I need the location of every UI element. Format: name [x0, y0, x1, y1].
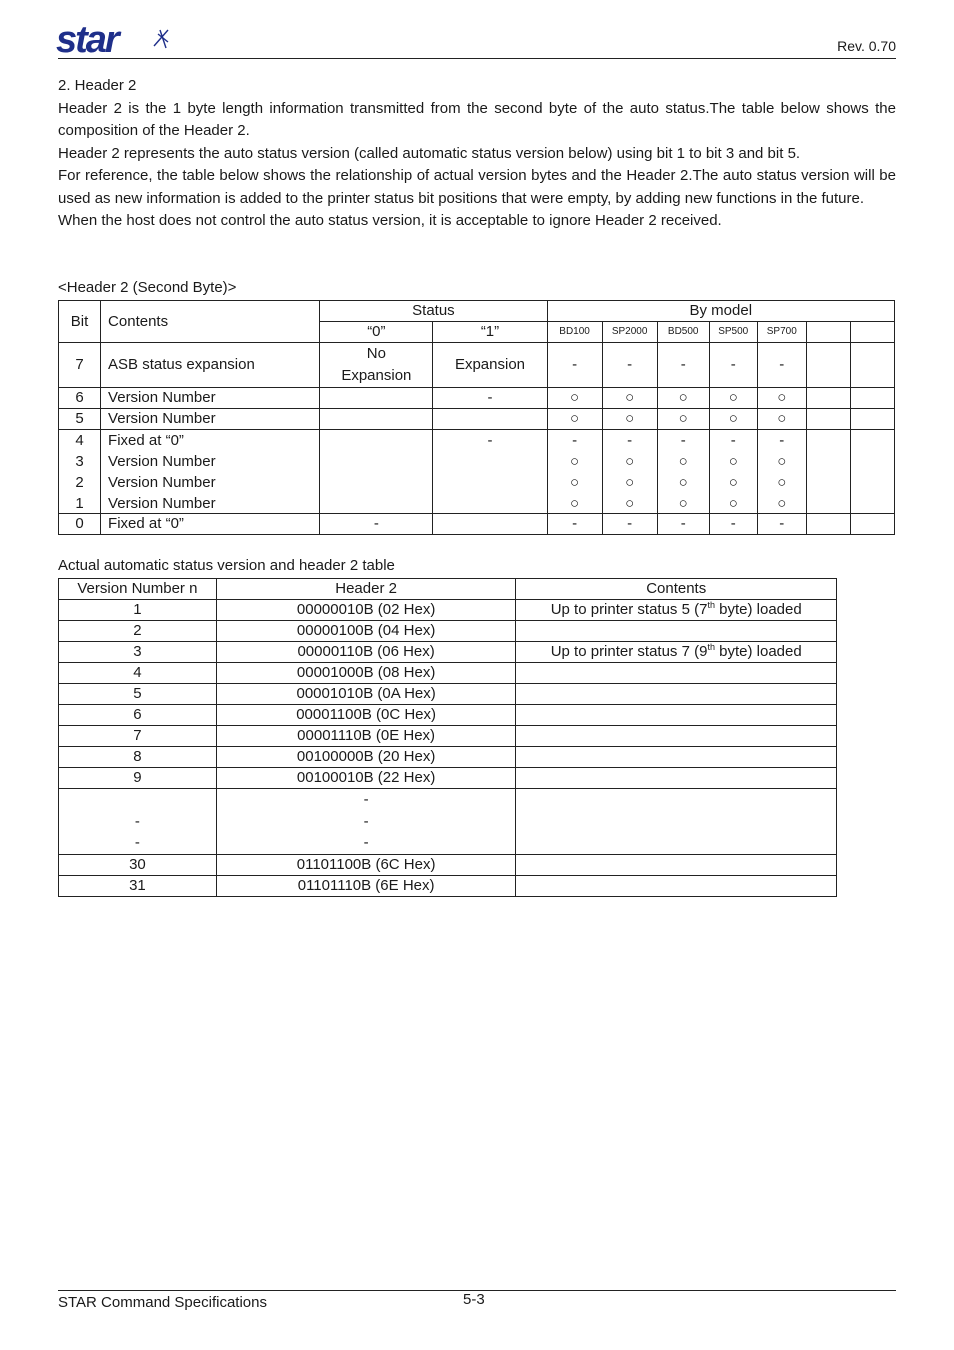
revision-label: Rev. 0.70: [837, 38, 896, 54]
table-row: [59, 684, 837, 705]
table2-caption: Actual automatic status version and header 2 table: [58, 557, 395, 574]
version-cell: 6: [59, 705, 217, 726]
model-header: SP2000: [602, 322, 657, 343]
empty-cell: [850, 388, 894, 409]
contents-text: byte) loaded: [714, 643, 802, 660]
col-header-contents: Contents: [516, 579, 837, 600]
model-mark: -: [709, 514, 757, 535]
paragraph: Header 2 represents the auto status version (called automatic status version below) using bit 1 to bit 3 and bit 5.: [58, 144, 801, 162]
model-mark: ○: [547, 409, 602, 430]
model-mark: -: [757, 343, 806, 388]
model-mark: ○: [757, 388, 806, 409]
model-mark: -: [627, 432, 633, 449]
contents-text: Up to printer status 5 (7: [550, 601, 708, 618]
bit-value: 4: [75, 432, 84, 449]
col-header-version: Version Number n: [59, 579, 217, 600]
contents-cell: [516, 684, 837, 705]
contents-value: Version Number: [108, 453, 216, 470]
version-cell: 30: [59, 854, 217, 875]
ordinal-suffix: th: [707, 642, 715, 652]
empty-cell: [806, 343, 850, 388]
empty-cell: [806, 388, 850, 409]
ordinal-suffix: th: [707, 600, 715, 610]
status1-cell: Expansion: [433, 343, 547, 388]
contents-value: Version Number: [108, 474, 216, 491]
model-mark: ○: [625, 453, 635, 470]
model-mark-stack: [757, 430, 806, 514]
status0-cell-stack: [320, 430, 433, 514]
model-mark: ○: [709, 409, 757, 430]
contents-cell-stack: [101, 430, 320, 514]
version-header2-table: [58, 578, 837, 897]
version-cell: 1: [59, 600, 217, 621]
contents-cell: [516, 875, 837, 896]
model-mark: ○: [728, 453, 738, 470]
empty-cell: [806, 409, 850, 430]
model-mark: -: [547, 343, 602, 388]
contents-cell: Version Number: [101, 388, 320, 409]
model-mark: ○: [709, 388, 757, 409]
empty-cell: [806, 514, 850, 535]
bit-cell: 6: [59, 388, 101, 409]
col-header-status-1: “1”: [433, 322, 547, 343]
header2-cell-stack: [216, 789, 516, 855]
table-row: [59, 747, 837, 768]
ellipsis-mark: [59, 789, 216, 811]
contents-cell: [516, 789, 837, 855]
model-mark: ○: [678, 474, 688, 491]
table-row: [59, 409, 895, 430]
model-mark: -: [572, 432, 578, 449]
empty-cell: [806, 322, 850, 343]
contents-cell: Version Number: [101, 409, 320, 430]
status0-line: Expansion: [341, 367, 412, 384]
empty-cell: [850, 322, 894, 343]
table-row: [59, 388, 895, 409]
model-mark: ○: [602, 409, 657, 430]
header2-cell: 01101100B (6C Hex): [216, 854, 516, 875]
contents-cell: [516, 663, 837, 684]
model-mark: ○: [570, 495, 580, 512]
status0-cell: [320, 343, 433, 388]
contents-value: Fixed at “0”: [108, 432, 184, 449]
col-header-status: Status: [320, 301, 547, 322]
model-mark: -: [779, 432, 785, 449]
ellipsis-mark: -: [363, 812, 369, 830]
version-cell: 31: [59, 875, 217, 896]
contents-cell: [516, 600, 837, 621]
header2-cell: 00000100B (04 Hex): [216, 621, 516, 642]
status0-line: No: [366, 345, 386, 362]
header2-cell: 00100010B (22 Hex): [216, 768, 516, 789]
empty-cell: [850, 514, 894, 535]
status1-cell: [433, 514, 547, 535]
table-row: [59, 768, 837, 789]
model-mark: -: [602, 514, 657, 535]
table-row: [59, 726, 837, 747]
paragraph: For reference, the table below shows the relationship of actual version bytes and the Header 2.The auto status version will be used as new information is added to the printer status bit positions that were empty, by adding new functions in the future.: [58, 167, 896, 207]
model-mark-stack: [709, 430, 757, 514]
table-row: [59, 705, 837, 726]
header2-cell: 00000010B (02 Hex): [216, 600, 516, 621]
model-mark: -: [547, 514, 602, 535]
footer-title: STAR Command Specifications: [58, 1294, 267, 1311]
table-row: [59, 663, 837, 684]
contents-cell: [516, 854, 837, 875]
bit-cell: 7: [59, 343, 101, 388]
model-mark: ○: [657, 409, 709, 430]
model-mark: -: [602, 343, 657, 388]
contents-text: byte) loaded: [714, 601, 802, 618]
contents-cell: [516, 747, 837, 768]
table-row: [59, 854, 837, 875]
version-cell: 5: [59, 684, 217, 705]
model-mark: ○: [570, 453, 580, 470]
status0-cell: [320, 388, 433, 409]
model-header: BD500: [657, 322, 709, 343]
model-mark: ○: [657, 388, 709, 409]
svg-text:star: star: [56, 20, 118, 58]
model-mark: ○: [757, 409, 806, 430]
model-mark-stack: [602, 430, 657, 514]
contents-cell: [516, 705, 837, 726]
contents-cell: [516, 768, 837, 789]
ellipsis-mark: -: [363, 791, 369, 808]
status1-cell: -: [433, 388, 547, 409]
contents-cell: Fixed at “0”: [101, 514, 320, 535]
header2-cell: 00000110B (06 Hex): [216, 642, 516, 663]
model-mark: ○: [728, 495, 738, 512]
model-mark: ○: [625, 474, 635, 491]
contents-value: Version Number: [108, 495, 216, 512]
bit-cell-stack: [59, 430, 101, 514]
status1-cell: [433, 409, 547, 430]
status0-cell: -: [320, 514, 433, 535]
model-mark: ○: [777, 495, 787, 512]
status0-cell: [320, 409, 433, 430]
header2-cell: 00001100B (0C Hex): [216, 705, 516, 726]
bit-value: 2: [75, 474, 84, 491]
table-row-block: [59, 430, 895, 514]
bit-value: 3: [75, 453, 84, 470]
header2-cell: 00001010B (0A Hex): [216, 684, 516, 705]
model-header: SP500: [709, 322, 757, 343]
header2-bit-table: [58, 300, 895, 535]
model-mark: ○: [570, 474, 580, 491]
star-logo: [56, 20, 176, 58]
model-mark: -: [657, 514, 709, 535]
col-header-by-model: By model: [547, 301, 894, 322]
table-row: [59, 642, 837, 663]
ellipsis-mark: -: [134, 812, 140, 830]
model-mark: -: [757, 514, 806, 535]
table1-caption: <Header 2 (Second Byte)>: [58, 279, 237, 296]
model-mark: ○: [625, 495, 635, 512]
empty-cell: [806, 430, 850, 514]
paragraph: When the host does not control the auto status version, it is acceptable to ignore Header 2 received.: [58, 212, 722, 229]
model-mark: -: [657, 343, 709, 388]
empty-cell: [850, 430, 894, 514]
empty-cell: [850, 343, 894, 388]
model-mark: ○: [547, 388, 602, 409]
model-mark: -: [730, 432, 736, 449]
bit-cell: 5: [59, 409, 101, 430]
ellipsis-mark: -: [134, 834, 140, 851]
header2-cell: 01101110B (6E Hex): [216, 875, 516, 896]
version-cell-stack: [59, 789, 217, 855]
model-mark-stack: [547, 430, 602, 514]
model-header: BD100: [547, 322, 602, 343]
table-row: [59, 621, 837, 642]
bit-value: 1: [75, 495, 84, 512]
model-mark: ○: [678, 495, 688, 512]
table-row: [59, 875, 837, 896]
col-header-status-0: “0”: [320, 322, 433, 343]
status1-value: -: [487, 432, 493, 449]
col-header-header2: Header 2: [216, 579, 516, 600]
model-mark: -: [709, 343, 757, 388]
version-cell: 2: [59, 621, 217, 642]
header-rule: [58, 58, 896, 59]
model-mark: -: [680, 432, 686, 449]
version-cell: 4: [59, 663, 217, 684]
contents-cell: [516, 621, 837, 642]
model-mark-stack: [657, 430, 709, 514]
section-heading: 2. Header 2: [58, 77, 137, 94]
header2-cell: 00001110B (0E Hex): [216, 726, 516, 747]
table-row-ellipsis: [59, 789, 837, 855]
contents-cell: ASB status expansion: [101, 343, 320, 388]
table-row: [59, 514, 895, 535]
paragraph: Header 2 is the 1 byte length information transmitted from the second byte of the auto status.The table below shows the composition of the Header 2.: [58, 99, 896, 139]
table-row: [59, 600, 837, 621]
col-header-bit: Bit: [59, 301, 101, 343]
version-cell: 9: [59, 768, 217, 789]
header2-cell: 00001000B (08 Hex): [216, 663, 516, 684]
version-cell: 7: [59, 726, 217, 747]
model-mark: ○: [678, 453, 688, 470]
model-mark: ○: [777, 453, 787, 470]
table-row: [59, 343, 895, 388]
status1-cell-stack: [433, 430, 547, 514]
contents-cell: [516, 642, 837, 663]
model-mark: ○: [602, 388, 657, 409]
contents-cell: [516, 726, 837, 747]
model-mark: ○: [728, 474, 738, 491]
version-cell: 8: [59, 747, 217, 768]
ellipsis-mark: -: [363, 834, 369, 851]
col-header-contents: Contents: [101, 301, 320, 343]
empty-cell: [850, 409, 894, 430]
contents-text: Up to printer status 7 (9: [550, 643, 708, 660]
model-header: SP700: [757, 322, 806, 343]
page-number: 5-3: [463, 1291, 485, 1308]
header2-cell: 00100000B (20 Hex): [216, 747, 516, 768]
section-body: [58, 75, 896, 233]
bit-cell: 0: [59, 514, 101, 535]
model-mark: ○: [777, 474, 787, 491]
version-cell: 3: [59, 642, 217, 663]
